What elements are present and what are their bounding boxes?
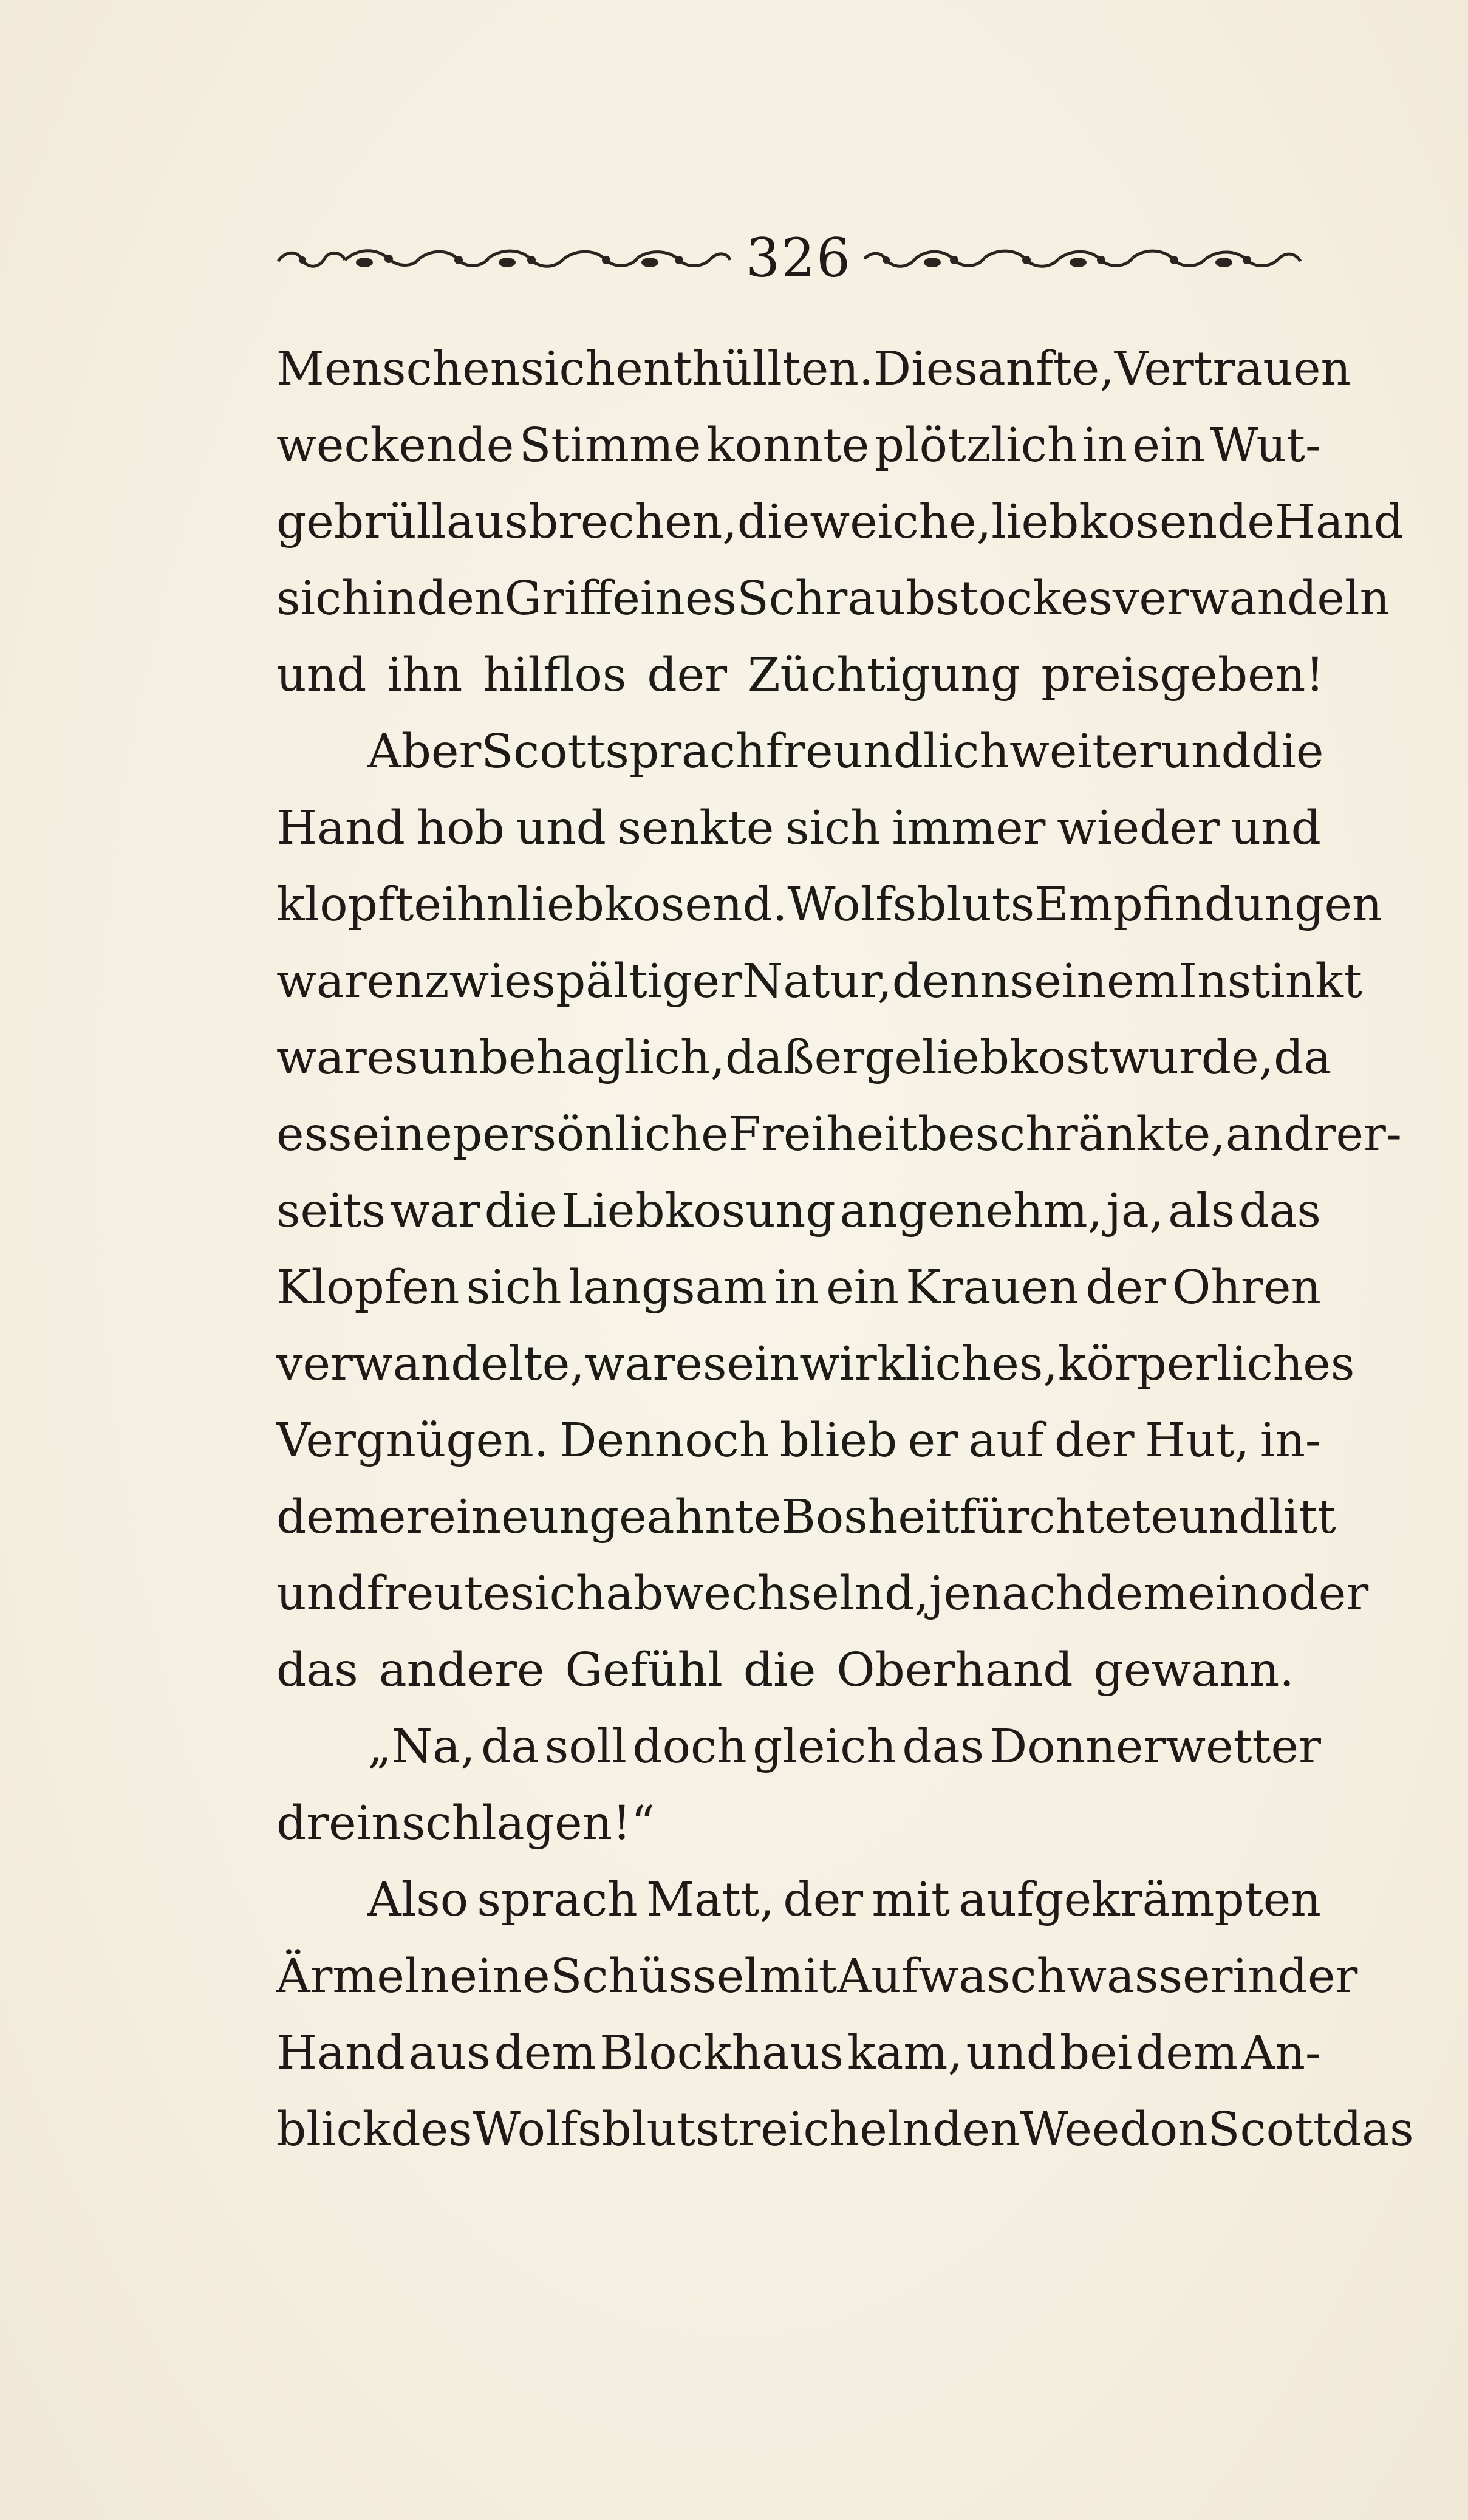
text-line: und freute sich abwechselnd, je nachdem ein oder	[276, 1567, 1369, 1621]
text-line: verwandelte, war es ein wirkliches, körperliches	[276, 1337, 1355, 1391]
text-line: es seine persönliche Freiheit beschränkte, andrer-	[276, 1108, 1402, 1162]
text-line: das andere Gefühl die Oberhand gewann.	[276, 1643, 1294, 1697]
text-line: Also sprach Matt, der mit aufgekrämpten	[367, 1873, 1321, 1927]
ornament-left-icon	[273, 244, 735, 275]
text-line: Aber Scott sprach freundlich weiter und die	[367, 725, 1324, 779]
text-line: Vergnügen. Dennoch blieb er auf der Hut, in-	[276, 1414, 1321, 1468]
text-line: Klopfen sich langsam in ein Krauen der Ohren	[276, 1261, 1321, 1315]
text-line: dem er eine ungeahnte Bosheit fürchtete und litt	[276, 1490, 1336, 1544]
text-line: Hand aus dem Blockhaus kam, und bei dem An-	[276, 2026, 1321, 2080]
text-line: seits war die Liebkosung angenehm, ja, als das	[276, 1184, 1321, 1238]
text-line: und ihn hilflos der Züchtigung preisgeben!	[276, 648, 1325, 702]
ornament-right-icon	[859, 244, 1306, 275]
page-header	[273, 225, 1306, 292]
text-line: sich in den Griff eines Schraubstockes verwandeln	[276, 572, 1390, 626]
text-line: blick des Wolfsblut streichelnden Weedon Scott das	[276, 2103, 1414, 2157]
page-number: 326	[746, 227, 852, 289]
text-line: weckende Stimme konnte plötzlich in ein Wut-	[276, 419, 1321, 473]
text-line: gebrüll ausbrechen, die weiche, liebkosende Hand	[276, 495, 1404, 549]
text-line: klopfte ihn liebkosend. Wolfsbluts Empfindungen	[276, 878, 1382, 932]
text-line: „Na, da soll doch gleich das Donnerwetter	[367, 1720, 1321, 1774]
text-line: war es unbehaglich, daß er geliebkost wurde, da	[276, 1031, 1332, 1085]
text-line: Ärmeln eine Schüssel mit Aufwaschwasser in der	[276, 1950, 1358, 2004]
body-text	[276, 331, 1414, 2168]
text-line: Menschen sich enthüllten. Die sanfte, Vertrauen	[276, 342, 1351, 396]
text-line: dreinschlagen!“	[276, 1796, 655, 1851]
text-line: Hand hob und senkte sich immer wieder und	[276, 801, 1321, 855]
text-line: waren zwiespältiger Natur, denn seinem Instinkt	[276, 954, 1362, 1008]
